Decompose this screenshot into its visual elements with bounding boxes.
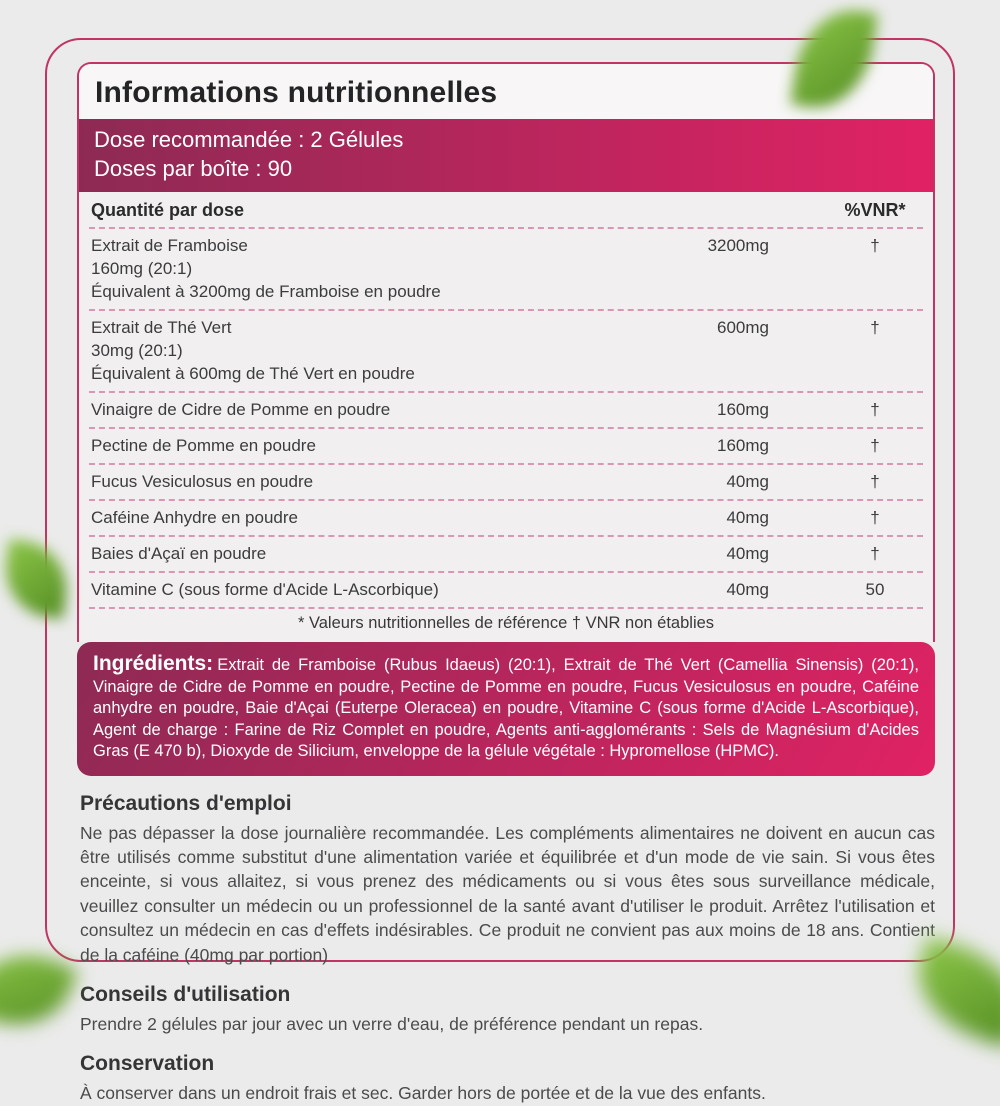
row-vnr: † — [870, 318, 880, 337]
row-vnr: † — [870, 236, 880, 255]
page-title: Informations nutritionnelles — [79, 64, 933, 119]
row-vnr: † — [870, 544, 880, 563]
ingredients-block — [77, 642, 935, 776]
table-row — [89, 535, 923, 571]
row-amount: 3200mg — [707, 236, 769, 255]
dose-banner — [79, 119, 933, 192]
section-heading: Précautions d'emploi — [80, 791, 292, 815]
section-precautions — [80, 792, 935, 967]
section-body: À conserver dans un endroit frais et sec. Garder hors de portée et de la vue des enfants. — [80, 1083, 766, 1104]
row-name-line: 160mg (20:1) — [91, 259, 193, 278]
row-name-line: Équivalent à 600mg de Thé Vert en poudre — [91, 364, 415, 383]
header-vnr: %VNR* — [844, 200, 906, 220]
row-name-line: Vinaigre de Cidre de Pomme en poudre — [91, 400, 391, 419]
row-name-line: Caféine Anhydre en poudre — [91, 508, 298, 527]
row-vnr: † — [870, 436, 880, 455]
section-body: Prendre 2 gélules par jour avec un verre d'eau, de préférence pendant un repas. — [80, 1013, 704, 1034]
row-amount: 40mg — [726, 472, 769, 491]
ingredients-label: Ingrédients: — [93, 652, 214, 675]
row-name-line: Fucus Vesiculosus en poudre — [91, 472, 314, 491]
ingredients-text: Extrait de Framboise (Rubus Idaeus) (20:1), Extrait de Thé Vert (Camellia Sinensis) (20:1), Vinaigre de Cidre de Pomme en poudre, Pectine de Pomme en poudre, Fucus Vesiculosus en poudre, Caféine anhydre en poudre, Baie d'Açai (Euterpe Oleracea) en poudre, Vitamine C (sous forme d'Acide L-Ascorbique), Agent de charge : Farine de Riz Complet en poudre, Agents anti-agglomérants : Sels de Magnésium d'Acides Gras (E 470 b), Dioxyde de Silicium, enveloppe de la gélule végétale : Hypromellose (HPMC). — [93, 656, 919, 760]
row-amount: 160mg — [717, 436, 769, 455]
row-name-line: Pectine de Pomme en poudre — [91, 436, 316, 455]
section-conservation — [80, 1052, 935, 1105]
header-quantity: Quantité par dose — [91, 200, 245, 220]
nutrition-table — [79, 192, 933, 642]
row-name-line: Vitamine C (sous forme d'Acide L-Ascorbique) — [91, 580, 439, 599]
row-name-line: Baies d'Açaï en poudre — [91, 544, 267, 563]
table-footnote: * Valeurs nutritionnelles de référence † VNR non établies — [89, 607, 923, 642]
row-vnr: 50 — [865, 580, 885, 599]
table-row — [89, 309, 923, 391]
section-heading: Conservation — [80, 1052, 215, 1076]
row-name-line: Extrait de Framboise — [91, 236, 248, 255]
table-row — [89, 571, 923, 607]
table-row — [89, 463, 923, 499]
row-amount: 40mg — [726, 580, 769, 599]
table-row — [89, 227, 923, 309]
table-row — [89, 391, 923, 427]
nutrition-card — [77, 62, 935, 642]
row-vnr: † — [870, 400, 880, 419]
section-body: Ne pas dépasser la dose journalière recommandée. Les compléments alimentaires ne doivent en aucun cas être utilisés comme substitut d'une alimentation variée et équilibrée et d'un mode de vie sain. Si vous êtes enceinte, si vous allaitez, si vous prenez des médicaments ou si vous êtes sous surveillance médicale, veuillez consulter un médecin ou un professionnel de la santé avant d'utiliser le produit. Arrêtez l'utilisation et consultez un médecin en cas d'effets indésirables. Ce produit ne convient pas aux moins de 18 ans. Contient de la caféine (40mg par portion) — [80, 822, 935, 965]
row-vnr: † — [870, 472, 880, 491]
row-name-line: Équivalent à 3200mg de Framboise en poudre — [91, 282, 441, 301]
row-amount: 40mg — [726, 544, 769, 563]
dose-banner-line1: Dose recommandée : 2 Gélules — [94, 127, 404, 152]
section-heading: Conseils d'utilisation — [80, 982, 291, 1006]
table-row — [89, 427, 923, 463]
row-amount: 600mg — [717, 318, 769, 337]
table-header — [89, 192, 923, 227]
row-amount: 40mg — [726, 508, 769, 527]
row-vnr: † — [870, 508, 880, 527]
row-name-line: 30mg (20:1) — [91, 341, 183, 360]
label-content — [77, 62, 935, 1106]
dose-banner-line2: Doses par boîte : 90 — [94, 156, 293, 181]
table-row — [89, 499, 923, 535]
row-amount: 160mg — [717, 400, 769, 419]
section-conseils — [80, 983, 935, 1036]
row-name-line: Extrait de Thé Vert — [91, 318, 232, 337]
